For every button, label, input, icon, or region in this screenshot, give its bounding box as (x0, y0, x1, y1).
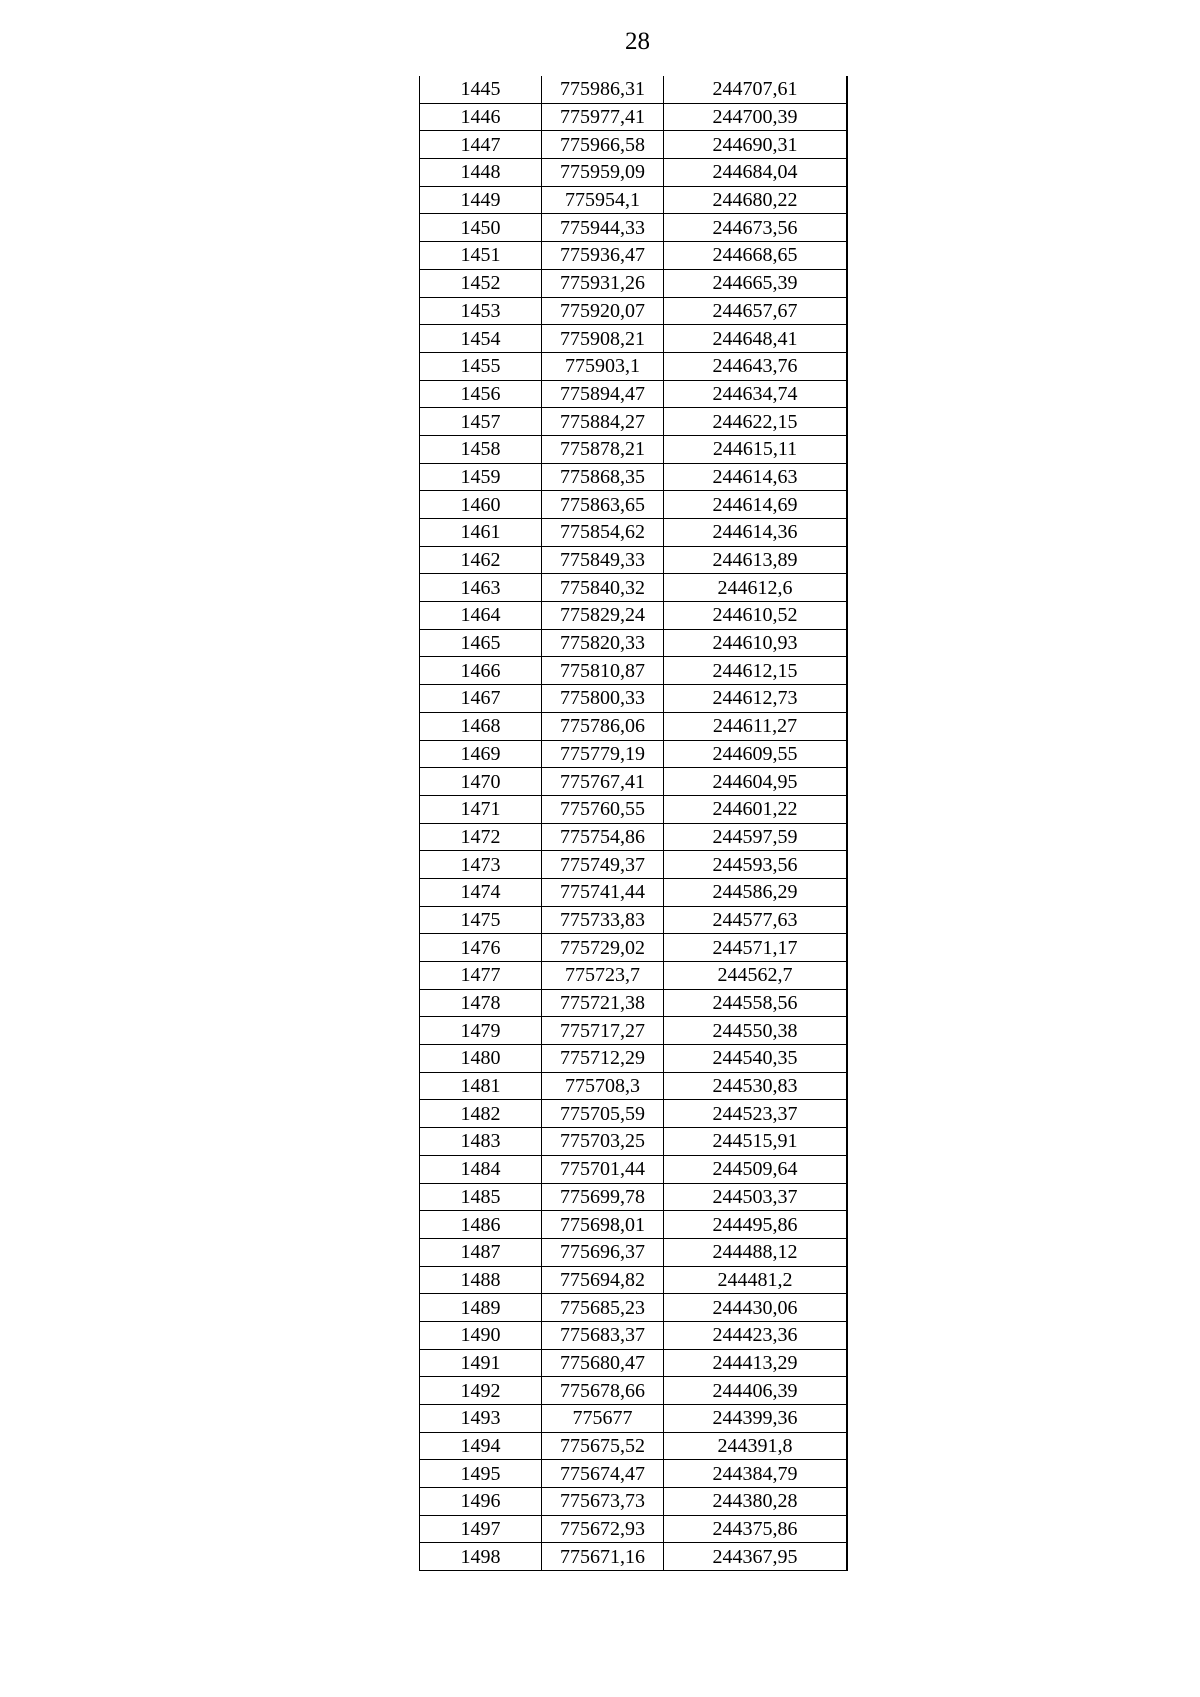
point-number-cell: 1484 (420, 1155, 542, 1183)
point-number-cell: 1477 (420, 962, 542, 990)
point-number-cell: 1495 (420, 1460, 542, 1488)
point-number-cell: 1497 (420, 1515, 542, 1543)
y-coordinate-cell: 244609,55 (664, 740, 848, 768)
y-coordinate-cell: 244707,61 (664, 76, 848, 103)
y-coordinate-cell: 244597,59 (664, 823, 848, 851)
point-number-cell: 1483 (420, 1128, 542, 1156)
y-coordinate-cell: 244413,29 (664, 1349, 848, 1377)
x-coordinate-cell: 775741,44 (542, 878, 664, 906)
point-number-cell: 1460 (420, 491, 542, 519)
x-coordinate-cell: 775708,3 (542, 1072, 664, 1100)
point-number-cell: 1474 (420, 878, 542, 906)
y-coordinate-cell: 244481,2 (664, 1266, 848, 1294)
point-number-cell: 1447 (420, 131, 542, 159)
table-row (420, 1072, 848, 1100)
point-number-cell: 1475 (420, 906, 542, 934)
table-row (420, 103, 848, 131)
y-coordinate-cell: 244523,37 (664, 1100, 848, 1128)
y-coordinate-cell: 244571,17 (664, 934, 848, 962)
table-row (420, 1017, 848, 1045)
point-number-cell: 1458 (420, 435, 542, 463)
y-coordinate-cell: 244562,7 (664, 962, 848, 990)
table-row (420, 1128, 848, 1156)
x-coordinate-cell: 775954,1 (542, 186, 664, 214)
table-row (420, 352, 848, 380)
y-coordinate-cell: 244375,86 (664, 1515, 848, 1543)
point-number-cell: 1482 (420, 1100, 542, 1128)
point-number-cell: 1470 (420, 768, 542, 796)
y-coordinate-cell: 244614,69 (664, 491, 848, 519)
x-coordinate-cell: 775672,93 (542, 1515, 664, 1543)
table-row (420, 1211, 848, 1239)
point-number-cell: 1463 (420, 574, 542, 602)
coordinates-table (419, 76, 848, 1571)
table-row (420, 906, 848, 934)
x-coordinate-cell: 775696,37 (542, 1238, 664, 1266)
point-number-cell: 1478 (420, 989, 542, 1017)
table-row (420, 546, 848, 574)
x-coordinate-cell: 775829,24 (542, 602, 664, 630)
x-coordinate-cell: 775674,47 (542, 1460, 664, 1488)
table-row (420, 712, 848, 740)
x-coordinate-cell: 775986,31 (542, 76, 664, 103)
x-coordinate-cell: 775749,37 (542, 851, 664, 879)
x-coordinate-cell: 775680,47 (542, 1349, 664, 1377)
y-coordinate-cell: 244684,04 (664, 159, 848, 187)
table-row (420, 768, 848, 796)
table-row (420, 1515, 848, 1543)
y-coordinate-cell: 244586,29 (664, 878, 848, 906)
page-number: 28 (625, 28, 650, 55)
point-number-cell: 1462 (420, 546, 542, 574)
x-coordinate-cell: 775675,52 (542, 1432, 664, 1460)
y-coordinate-cell: 244611,27 (664, 712, 848, 740)
y-coordinate-cell: 244648,41 (664, 325, 848, 353)
x-coordinate-cell: 775705,59 (542, 1100, 664, 1128)
y-coordinate-cell: 244380,28 (664, 1488, 848, 1516)
y-coordinate-cell: 244601,22 (664, 795, 848, 823)
point-number-cell: 1471 (420, 795, 542, 823)
point-number-cell: 1445 (420, 76, 542, 103)
table-row (420, 685, 848, 713)
y-coordinate-cell: 244503,37 (664, 1183, 848, 1211)
x-coordinate-cell: 775712,29 (542, 1045, 664, 1073)
x-coordinate-cell: 775677 (542, 1405, 664, 1433)
x-coordinate-cell: 775959,09 (542, 159, 664, 187)
y-coordinate-cell: 244558,56 (664, 989, 848, 1017)
y-coordinate-cell: 244700,39 (664, 103, 848, 131)
table-row (420, 823, 848, 851)
x-coordinate-cell: 775694,82 (542, 1266, 664, 1294)
table-row (420, 851, 848, 879)
y-coordinate-cell: 244423,36 (664, 1321, 848, 1349)
y-coordinate-cell: 244406,39 (664, 1377, 848, 1405)
point-number-cell: 1455 (420, 352, 542, 380)
point-number-cell: 1456 (420, 380, 542, 408)
y-coordinate-cell: 244673,56 (664, 214, 848, 242)
y-coordinate-cell: 244668,65 (664, 242, 848, 270)
x-coordinate-cell: 775920,07 (542, 297, 664, 325)
table-row (420, 297, 848, 325)
table-row (420, 740, 848, 768)
x-coordinate-cell: 775779,19 (542, 740, 664, 768)
table-row (420, 1488, 848, 1516)
table-row (420, 1321, 848, 1349)
table-row (420, 519, 848, 547)
y-coordinate-cell: 244384,79 (664, 1460, 848, 1488)
point-number-cell: 1453 (420, 297, 542, 325)
x-coordinate-cell: 775849,33 (542, 546, 664, 574)
point-number-cell: 1465 (420, 629, 542, 657)
point-number-cell: 1449 (420, 186, 542, 214)
x-coordinate-cell: 775717,27 (542, 1017, 664, 1045)
table-row (420, 131, 848, 159)
table-row (420, 76, 848, 103)
table-row (420, 186, 848, 214)
point-number-cell: 1472 (420, 823, 542, 851)
x-coordinate-cell: 775820,33 (542, 629, 664, 657)
y-coordinate-cell: 244610,93 (664, 629, 848, 657)
point-number-cell: 1459 (420, 463, 542, 491)
x-coordinate-cell: 775854,62 (542, 519, 664, 547)
y-coordinate-cell: 244613,89 (664, 546, 848, 574)
x-coordinate-cell: 775894,47 (542, 380, 664, 408)
y-coordinate-cell: 244577,63 (664, 906, 848, 934)
point-number-cell: 1454 (420, 325, 542, 353)
x-coordinate-cell: 775733,83 (542, 906, 664, 934)
point-number-cell: 1493 (420, 1405, 542, 1433)
x-coordinate-cell: 775729,02 (542, 934, 664, 962)
table-row (420, 629, 848, 657)
point-number-cell: 1464 (420, 602, 542, 630)
point-number-cell: 1448 (420, 159, 542, 187)
table-row (420, 1238, 848, 1266)
point-number-cell: 1457 (420, 408, 542, 436)
x-coordinate-cell: 775936,47 (542, 242, 664, 270)
y-coordinate-cell: 244610,52 (664, 602, 848, 630)
table-row (420, 1405, 848, 1433)
table-row (420, 380, 848, 408)
coordinates-table-body (420, 76, 848, 1571)
x-coordinate-cell: 775800,33 (542, 685, 664, 713)
point-number-cell: 1446 (420, 103, 542, 131)
point-number-cell: 1473 (420, 851, 542, 879)
table-row (420, 1349, 848, 1377)
table-row (420, 989, 848, 1017)
x-coordinate-cell: 775767,41 (542, 768, 664, 796)
y-coordinate-cell: 244612,73 (664, 685, 848, 713)
y-coordinate-cell: 244430,06 (664, 1294, 848, 1322)
y-coordinate-cell: 244593,56 (664, 851, 848, 879)
y-coordinate-cell: 244680,22 (664, 186, 848, 214)
y-coordinate-cell: 244550,38 (664, 1017, 848, 1045)
x-coordinate-cell: 775840,32 (542, 574, 664, 602)
point-number-cell: 1469 (420, 740, 542, 768)
y-coordinate-cell: 244634,74 (664, 380, 848, 408)
x-coordinate-cell: 775878,21 (542, 435, 664, 463)
point-number-cell: 1480 (420, 1045, 542, 1073)
x-coordinate-cell: 775810,87 (542, 657, 664, 685)
table-row (420, 1543, 848, 1571)
y-coordinate-cell: 244612,15 (664, 657, 848, 685)
point-number-cell: 1494 (420, 1432, 542, 1460)
point-number-cell: 1468 (420, 712, 542, 740)
table-row (420, 159, 848, 187)
table-row (420, 1377, 848, 1405)
y-coordinate-cell: 244657,67 (664, 297, 848, 325)
point-number-cell: 1466 (420, 657, 542, 685)
table-row (420, 242, 848, 270)
point-number-cell: 1450 (420, 214, 542, 242)
y-coordinate-cell: 244612,6 (664, 574, 848, 602)
table-row (420, 214, 848, 242)
point-number-cell: 1496 (420, 1488, 542, 1516)
x-coordinate-cell: 775671,16 (542, 1543, 664, 1571)
x-coordinate-cell: 775931,26 (542, 269, 664, 297)
table-row (420, 962, 848, 990)
x-coordinate-cell: 775685,23 (542, 1294, 664, 1322)
x-coordinate-cell: 775673,73 (542, 1488, 664, 1516)
x-coordinate-cell: 775944,33 (542, 214, 664, 242)
x-coordinate-cell: 775721,38 (542, 989, 664, 1017)
x-coordinate-cell: 775863,65 (542, 491, 664, 519)
point-number-cell: 1476 (420, 934, 542, 962)
y-coordinate-cell: 244515,91 (664, 1128, 848, 1156)
point-number-cell: 1498 (420, 1543, 542, 1571)
x-coordinate-cell: 775868,35 (542, 463, 664, 491)
x-coordinate-cell: 775908,21 (542, 325, 664, 353)
table-row (420, 574, 848, 602)
table-row (420, 1432, 848, 1460)
table-row (420, 435, 848, 463)
x-coordinate-cell: 775884,27 (542, 408, 664, 436)
point-number-cell: 1452 (420, 269, 542, 297)
table-row (420, 1100, 848, 1128)
x-coordinate-cell: 775683,37 (542, 1321, 664, 1349)
y-coordinate-cell: 244614,63 (664, 463, 848, 491)
table-row (420, 878, 848, 906)
y-coordinate-cell: 244665,39 (664, 269, 848, 297)
point-number-cell: 1486 (420, 1211, 542, 1239)
x-coordinate-cell: 775760,55 (542, 795, 664, 823)
point-number-cell: 1488 (420, 1266, 542, 1294)
y-coordinate-cell: 244391,8 (664, 1432, 848, 1460)
table-row (420, 795, 848, 823)
x-coordinate-cell: 775699,78 (542, 1183, 664, 1211)
y-coordinate-cell: 244604,95 (664, 768, 848, 796)
point-number-cell: 1479 (420, 1017, 542, 1045)
x-coordinate-cell: 775786,06 (542, 712, 664, 740)
point-number-cell: 1485 (420, 1183, 542, 1211)
point-number-cell: 1489 (420, 1294, 542, 1322)
table-row (420, 1460, 848, 1488)
point-number-cell: 1491 (420, 1349, 542, 1377)
y-coordinate-cell: 244367,95 (664, 1543, 848, 1571)
y-coordinate-cell: 244399,36 (664, 1405, 848, 1433)
table-row (420, 657, 848, 685)
point-number-cell: 1451 (420, 242, 542, 270)
point-number-cell: 1492 (420, 1377, 542, 1405)
point-number-cell: 1487 (420, 1238, 542, 1266)
table-row (420, 325, 848, 353)
y-coordinate-cell: 244643,76 (664, 352, 848, 380)
table-row (420, 269, 848, 297)
y-coordinate-cell: 244495,86 (664, 1211, 848, 1239)
x-coordinate-cell: 775966,58 (542, 131, 664, 159)
table-row (420, 1294, 848, 1322)
y-coordinate-cell: 244509,64 (664, 1155, 848, 1183)
table-row (420, 1183, 848, 1211)
y-coordinate-cell: 244488,12 (664, 1238, 848, 1266)
point-number-cell: 1481 (420, 1072, 542, 1100)
y-coordinate-cell: 244530,83 (664, 1072, 848, 1100)
table-row (420, 491, 848, 519)
x-coordinate-cell: 775723,7 (542, 962, 664, 990)
y-coordinate-cell: 244614,36 (664, 519, 848, 547)
point-number-cell: 1467 (420, 685, 542, 713)
y-coordinate-cell: 244615,11 (664, 435, 848, 463)
x-coordinate-cell: 775703,25 (542, 1128, 664, 1156)
x-coordinate-cell: 775977,41 (542, 103, 664, 131)
table-row (420, 408, 848, 436)
x-coordinate-cell: 775678,66 (542, 1377, 664, 1405)
x-coordinate-cell: 775701,44 (542, 1155, 664, 1183)
x-coordinate-cell: 775754,86 (542, 823, 664, 851)
y-coordinate-cell: 244540,35 (664, 1045, 848, 1073)
table-row (420, 463, 848, 491)
table-row (420, 1155, 848, 1183)
x-coordinate-cell: 775903,1 (542, 352, 664, 380)
table-row (420, 934, 848, 962)
y-coordinate-cell: 244622,15 (664, 408, 848, 436)
table-row (420, 1045, 848, 1073)
table-row (420, 1266, 848, 1294)
point-number-cell: 1461 (420, 519, 542, 547)
point-number-cell: 1490 (420, 1321, 542, 1349)
y-coordinate-cell: 244690,31 (664, 131, 848, 159)
x-coordinate-cell: 775698,01 (542, 1211, 664, 1239)
table-row (420, 602, 848, 630)
